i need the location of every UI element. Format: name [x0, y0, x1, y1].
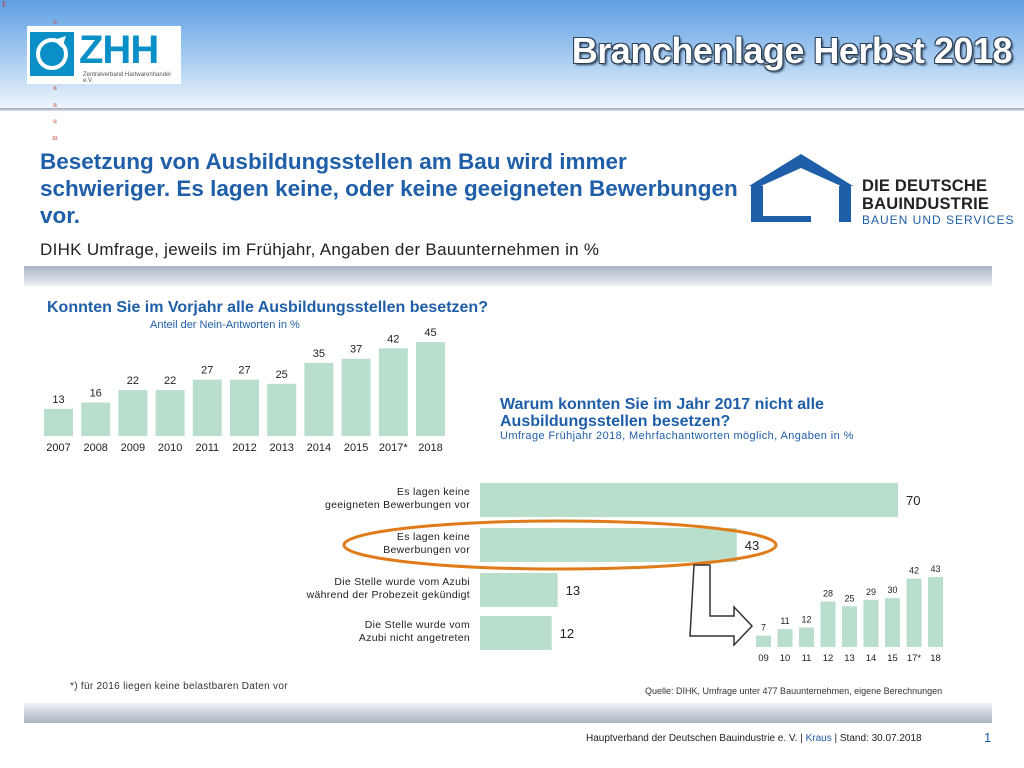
chart2-title: Warum konnten Sie im Jahr 2017 nicht alle Ausbildungsstellen besetzen?: [500, 396, 824, 430]
main-heading: Besetzung von Ausbildungsstellen am Bau wird immer schwieriger. Es lagen keine, oder keine geeigneten Bewerbungen vor.: [40, 149, 738, 228]
chart1-bar: [193, 380, 222, 436]
chart3-category-label: 09: [758, 653, 769, 664]
chart1-value-label: 27: [201, 364, 214, 377]
chart1-value-label: 45: [424, 327, 437, 339]
chart3-category-label: 14: [865, 653, 877, 664]
chart2-category-label: Die Stelle wurde vom: [364, 619, 470, 631]
chart1-bar: [230, 380, 259, 436]
chart3-bar: [864, 600, 879, 647]
footer-separator: |: [797, 733, 806, 744]
bauindustrie-line2: BAUINDUSTRIE: [862, 195, 990, 213]
chart3-bar: [907, 579, 922, 647]
chart2-subtitle: Umfrage Frühjahr 2018, Mehrfachantworten möglich, Angaben in %: [500, 430, 854, 442]
chart2-category-label: während der Probezeit gekündigt: [306, 589, 470, 601]
chart2-bar: [480, 528, 737, 562]
chart3-bar: [756, 636, 771, 647]
chart2-category-label: Bewerbungen vor: [383, 544, 470, 556]
zhh-logo-text: ZHH: [79, 28, 159, 72]
chart3-category-label: 18: [930, 653, 941, 664]
chart3-category-label: 15: [887, 653, 898, 664]
chart3-value-label: 25: [844, 593, 855, 604]
chart1-value-label: 13: [52, 393, 65, 406]
chart2-bar: [480, 573, 558, 607]
tiny-mark: F: [2, 0, 7, 9]
chart3-bar: [928, 577, 943, 647]
chart1-category-label: 2007: [46, 442, 71, 454]
bauindustrie-line1: DIE DEUTSCHE: [862, 177, 988, 195]
chart1-bar: [44, 409, 73, 436]
vertical-letter: n: [53, 84, 57, 92]
chart3-category-label: 17*: [906, 653, 922, 664]
chart2-value-label: 43: [744, 538, 760, 553]
chart2-bar: [480, 616, 552, 650]
vertical-letter: m: [52, 133, 58, 142]
chart1-bar: [156, 390, 185, 436]
chart2-value-label: 13: [565, 583, 581, 598]
bauindustrie-tagline: BAUEN UND SERVICES: [862, 213, 1015, 227]
slide-title: Branchenlage Herbst 2018: [571, 30, 1012, 71]
chart3-value-label: 30: [887, 585, 898, 596]
chart1-bar: [304, 363, 333, 436]
footnote: *) für 2016 liegen keine belastbaren Daten vor: [70, 681, 288, 692]
chart3-category-label: 11: [801, 653, 812, 664]
chart3-value-label: 29: [865, 586, 877, 597]
chart1-category-label: 2011: [195, 442, 220, 454]
chart2-bar: [480, 483, 898, 517]
chart2-value-label: 12: [559, 626, 575, 641]
vertical-letter: n: [53, 100, 57, 109]
chart1-bar: [118, 390, 147, 436]
chart1-category-label: 2013: [269, 442, 294, 454]
chart1-value-label: 37: [349, 343, 363, 356]
vertical-letter: u: [53, 117, 57, 125]
footer-author: Kraus: [805, 733, 832, 744]
source-note: Quelle: DIHK, Umfrage unter 477 Bauunternehmen, eigene Berechnungen: [645, 686, 943, 696]
chart3-bar: [821, 601, 836, 647]
chart2-value-label: 70: [906, 493, 921, 508]
chart1-bar: [267, 384, 296, 436]
chart1-bar: [342, 359, 371, 436]
chart1-category-label: 2014: [306, 442, 332, 454]
chart1-value-label: 27: [238, 364, 251, 377]
footer-date: Stand: 30.07.2018: [839, 733, 922, 744]
chart3-value-label: 28: [822, 588, 834, 599]
chart1-title-text: Konnten Sie im Vorjahr alle Ausbildungsstellen besetzen?: [47, 299, 488, 316]
main-subheading: DIHK Umfrage, jeweils im Frühjahr, Angaben der Bauunternehmen in %: [40, 240, 600, 259]
chart1-value-label: 42: [387, 333, 400, 346]
chart1-bar: [379, 348, 408, 436]
chart3-bar: [842, 606, 857, 647]
chart1-category-label: 2010: [157, 442, 183, 454]
chart3-bar: [778, 629, 793, 647]
chart3-value-label: 7: [760, 622, 767, 633]
chart2-category-label: Es lagen keine: [396, 531, 470, 543]
chart1-category-label: 2008: [83, 442, 108, 454]
chart1-category-label: 2018: [418, 442, 443, 454]
chart3-category-label: 13: [844, 653, 855, 664]
vertical-letter: o: [53, 18, 57, 26]
chart2-category-label: geeigneten Bewerbungen vor: [325, 499, 470, 511]
chart1-category-label: 2009: [120, 442, 146, 454]
chart1-value-label: 22: [163, 375, 177, 388]
chart3-value-label: 12: [801, 614, 812, 625]
chart2-category-label: Azubi nicht angetreten: [358, 632, 470, 644]
chart1-bar: [416, 342, 445, 436]
chart1-category-label: 2017*: [378, 442, 408, 454]
chart3-category-label: 12: [822, 653, 834, 664]
chart1-subtitle: Anteil der Nein-Antworten in %: [150, 319, 300, 331]
chart3-value-label: 11: [780, 616, 790, 627]
chart3-bar: [799, 627, 814, 647]
footer-org: Hauptverband der Deutschen Bauindustrie e. V.: [586, 733, 798, 744]
chart3-value-label: 42: [908, 565, 920, 576]
chart2-category-label: Die Stelle wurde vom Azubi: [334, 576, 470, 588]
chart2-category-label: Es lagen keine: [396, 486, 470, 498]
slide-footer: [586, 733, 922, 744]
chart1-category-label: 2012: [232, 442, 257, 454]
chart1-bar: [81, 403, 110, 436]
chart1-value-label: 22: [126, 375, 140, 388]
pointer-arrow-icon: [690, 565, 752, 645]
chart3-category-label: 10: [779, 653, 791, 664]
page-number: 1: [984, 730, 992, 745]
zhh-logo-subtext: Zentralverband Hartwarenhandel e.V.: [83, 72, 171, 84]
chart3-bar: [885, 598, 900, 647]
chart1-category-label: 2015: [343, 442, 369, 454]
chart1-value-label: 16: [89, 387, 102, 400]
chart1-value-label: 25: [275, 368, 288, 381]
chart1-value-label: 35: [312, 347, 326, 360]
footer-separator: |: [831, 733, 840, 744]
chart3-value-label: 43: [930, 564, 941, 574]
